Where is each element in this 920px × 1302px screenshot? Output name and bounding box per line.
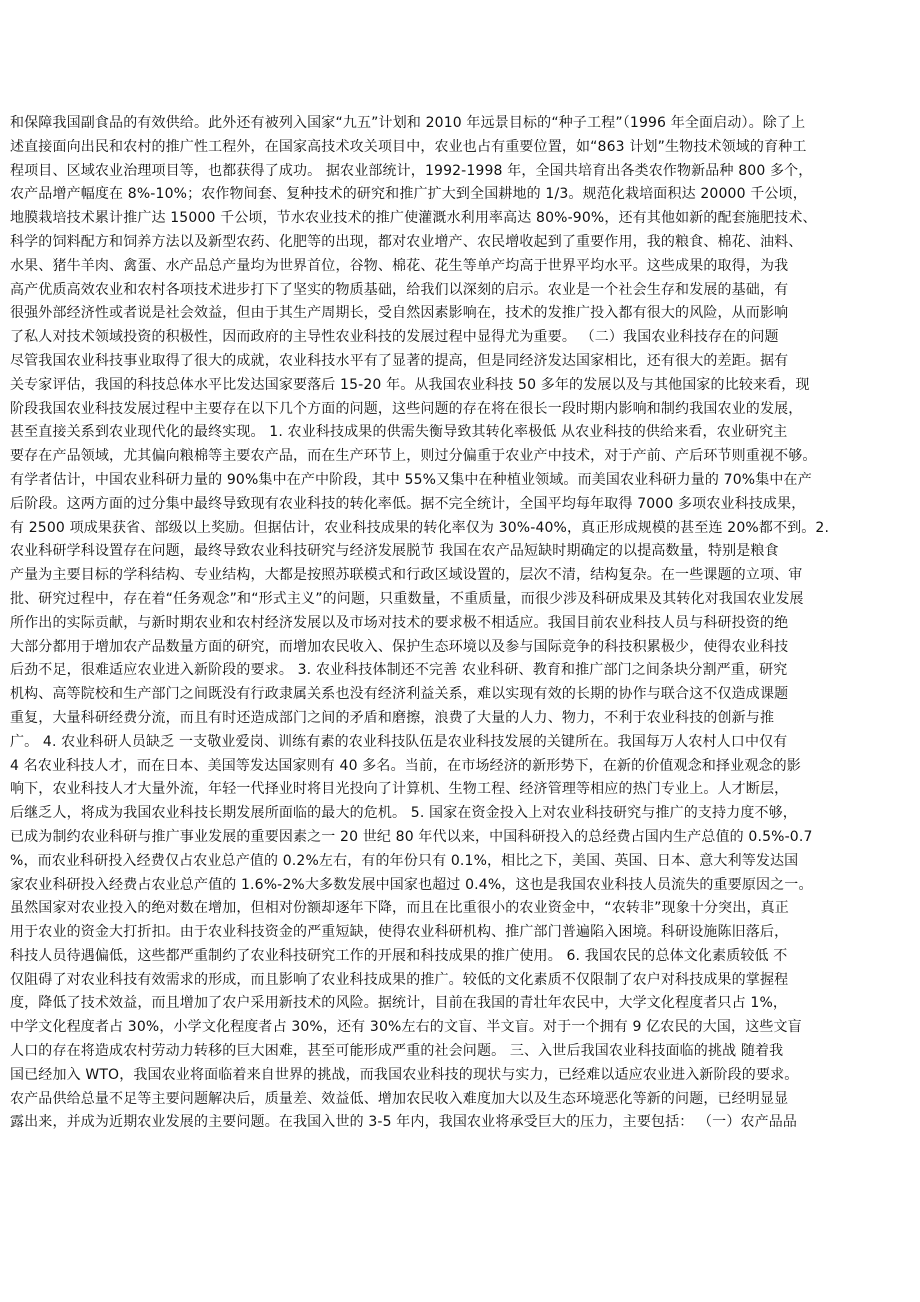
text-line: 有学者估计，中国农业科研力量的 90%集中在产中阶段，其中 55%又集中在种植业领域。而美国农业科研力量的 70%集中在产 <box>10 471 812 488</box>
text-line: 国已经加入 WTO，我国农业将面临着来自世界的挑战，而我国农业科技的现状与实力，已经难以适应农业进入新阶段的要求。 <box>10 1066 799 1083</box>
text-line: 虽然国家对农业投入的绝对数在增加，但相对份额却逐年下降，而且在比重很小的农业资金中，“农转非”现象十分突出，真正 <box>10 900 789 917</box>
text-line: 农产品增产幅度在 8%-10%；农作物间套、复种技术的研究和推广扩大到全国耕地的 1/3。规范化栽培面积达 20000 千公顷， <box>10 186 807 203</box>
text-line: 了私人对技术领域投资的积极性，因而政府的主导性农业科技的发展过程中显得尤为重要。 （二）我国农业科技存在的问题 <box>10 329 779 346</box>
text-line: 述直接面向出民和农村的推广性工程外，在国家高技术攻关项目中，农业也占有重要位置，如“863 计划”生物技术领域的育种工 <box>10 138 807 155</box>
text-line: 后继乏人，将成为我国农业科技长期发展所面临的最大的危机。 5. 国家在资金投入上对农业科技研究与推广的支持力度不够， <box>10 805 797 822</box>
text-line: 很强外部经济性或者说是社会效益，但由于其生产周期长，受自然因素影响在，技术的发推广投入都有很大的风险，从而影响 <box>10 305 789 322</box>
text-line: 阶段我国农业科技发展过程中主要存在以下几个方面的问题，这些问题的存在将在很长一段时期内影响和制约我国农业的发展， <box>10 400 803 417</box>
text-line: 用于农业的资金大打折扣。由于农业科技资金的严重短缺，使得农业科研机构、推广部门普遍陷入困境。科研设施陈旧落后， <box>10 924 789 941</box>
text-line: 要存在产品领域，尤其偏向粮棉等主要农产品，而在生产环节上，则过分偏重于农业产中技术，对于产前、产后环节则重视不够。 <box>10 448 817 465</box>
text-line: 大部分都用于增加农产品数量方面的研究，而增加农民收入、保护生态环境以及参与国际竞争的科技积累极少，使得农业科技 <box>10 638 789 655</box>
text-line: 度，降低了技术效益，而且增加了农户采用新技术的风险。据统计，目前在我国的青壮年农民中，大学文化程度者只占 1%， <box>10 995 788 1012</box>
text-line: 甚至直接关系到农业现代化的最终实现。 1. 农业科技成果的供需失衡导致其转化率极低 从农业科技的供给来看，农业研究主 <box>10 424 788 441</box>
text-line: 仅阻碍了对农业科技有效需求的形成，而且影响了农业科技成果的推广。较低的文化素质不仅限制了农户对科技成果的掌握程 <box>10 971 789 988</box>
text-line: 4 名农业科技人才，而在日本、美国等发达国家则有 40 多名。当前，在市场经济的新形势下，在新的价值观念和择业观念的影 <box>10 757 801 774</box>
text-line: 水果、猪牛羊肉、禽蛋、水产品总产量均为世界首位，谷物、棉花、花生等单产均高于世界平均水平。这些成果的取得，为我 <box>10 257 789 274</box>
text-line: 产量为主要目标的学科结构、专业结构，大都是按照苏联模式和行政区域设置的，层次不清，结构复杂。在一些课题的立项、审 <box>10 567 803 584</box>
text-line: 高产优质高效农业和农村各项技术进步打下了坚实的物质基础，给我们以深刻的启示。农业是一个社会生存和发展的基础，有 <box>10 281 789 298</box>
text-line: 响下，农业科技人才大量外流，年轻一代择业时将目光投向了计算机、生物工程、经济管理等相应的热门专业上。人才断层， <box>10 781 789 798</box>
text-line: 农产品供给总量不足等主要问题解决后，质量差、效益低、增加农民收入难度加大以及生态环境恶化等新的问题，已经明显显 <box>10 1090 789 1107</box>
text-line: 尽管我国农业科技事业取得了很大的成就，农业科技水平有了显著的提高，但是同经济发达国家相比，还有很大的差距。据有 <box>10 352 789 369</box>
text-line: 和保障我国副食品的有效供给。此外还有被列入国家“九五”计划和 2010 年远景目标的“种子工程”（1996 年全面启动）。除了上 <box>10 115 806 131</box>
text-line: 广。 4. 农业科研人员缺乏 一支敬业爱岗、训练有素的农业科技队伍是农业科技发展的关键所在。我国每万人农村人口中仅有 <box>10 733 788 750</box>
text-line: 有 2500 项成果获省、部级以上奖励。但据估计，农业科技成果的转化率仅为 30%-40%，真正形成规模的甚至连 20%都不到。2. <box>10 519 830 536</box>
text-line: 家农业科研投入经费占农业总产值的 1.6%-2%大多数发展中国家也超过 0.4%，这也是我国农业科技人员流失的重要原因之一。 <box>10 876 813 893</box>
text-line: 批、研究过程中，存在着“任务观念”和“形式主义”的问题，只重数量，不重质量，而很少涉及科研成果及其转化对我国农业发展 <box>10 590 804 607</box>
text-line: 已成为制约农业科研与推广事业发展的重要因素之一 20 世纪 80 年代以来，中国科研投入的总经费占国内生产总值的 0.5%-0.7 <box>10 828 813 845</box>
text-line: 露出来，并成为近期农业发展的主要问题。在我国入世的 3-5 年内，我国农业将承受巨大的压力，主要包括： （一）农产品品 <box>10 1114 798 1131</box>
text-line: 后劲不足，很难适应农业进入新阶段的要求。 3. 农业科技体制还不完善 农业科研、教育和推广部门之间条块分割严重，研究 <box>10 662 788 679</box>
text-line: 科学的饲料配方和饲养方法以及新型农药、化肥等的出现，都对农业增产、农民增收起到了重要作用，我的粮食、棉花、油料、 <box>10 233 803 250</box>
text-line: 地膜栽培技术累计推广达 15000 千公顷，节水农业技术的推广使灌溉水利用率高达 80%-90%，还有其他如新的配套施肥技术、 <box>10 210 817 227</box>
text-line: 科技人员待遇偏低，这些都严重制约了农业科技研究工作的开展和科技成果的推广使用。 6. 我国农民的总体文化素质较低 不 <box>10 947 788 964</box>
text-line: 中学文化程度者占 30%，小学文化程度者占 30%，还有 30%左右的文盲、半文盲。对于一个拥有 9 亿农民的大国，这些文盲 <box>10 1019 802 1036</box>
text-line: 关专家评估，我国的科技总体水平比发达国家要落后 15-20 年。从我国农业科技 50 多年的发展以及与其他国家的比较来看，现 <box>10 376 810 393</box>
text-line: %，而农业科研投入经费仅占农业总产值的 0.2%左右，有的年份只有 0.1%，相比之下，美国、英国、日本、意大利等发达国 <box>10 852 799 869</box>
text-line: 后阶段。这两方面的过分集中最终导致现有农业科技的转化率低。据不完全统计，全国平均每年取得 7000 多项农业科技成果， <box>10 495 806 512</box>
text-line: 农业科研学科设置存在问题，最终导致农业科技研究与经济发展脱节 我国在农产品短缺时期确定的以提高数量，特别是粮食 <box>10 543 779 560</box>
text-line: 人口的存在将造成农村劳动力转移的巨大困难，甚至可能形成严重的社会问题。 三、入世后我国农业科技面临的挑战 随着我 <box>10 1043 784 1060</box>
document-body <box>10 112 920 1135</box>
text-line: 所作出的实际贡献，与新时期农业和农村经济发展以及市场对技术的要求极不相适应。我国目前农业科技人员与科研投资的绝 <box>10 614 789 631</box>
text-line: 重复，大量科研经费分流，而且有时还造成部门之间的矛盾和磨擦，浪费了大量的人力、物力，不利于农业科技的创新与推 <box>10 709 775 726</box>
text-line: 程项目、区域农业治理项目等，也都获得了成功。 据农业部统计，1992-1998 年，全国共培育出各类农作物新品种 800 多个， <box>10 162 813 179</box>
text-line: 机构、高等院校和生产部门之间既没有行政隶属关系也没有经济利益关系，难以实现有效的长期的协作与联合这不仅造成课题 <box>10 686 789 703</box>
